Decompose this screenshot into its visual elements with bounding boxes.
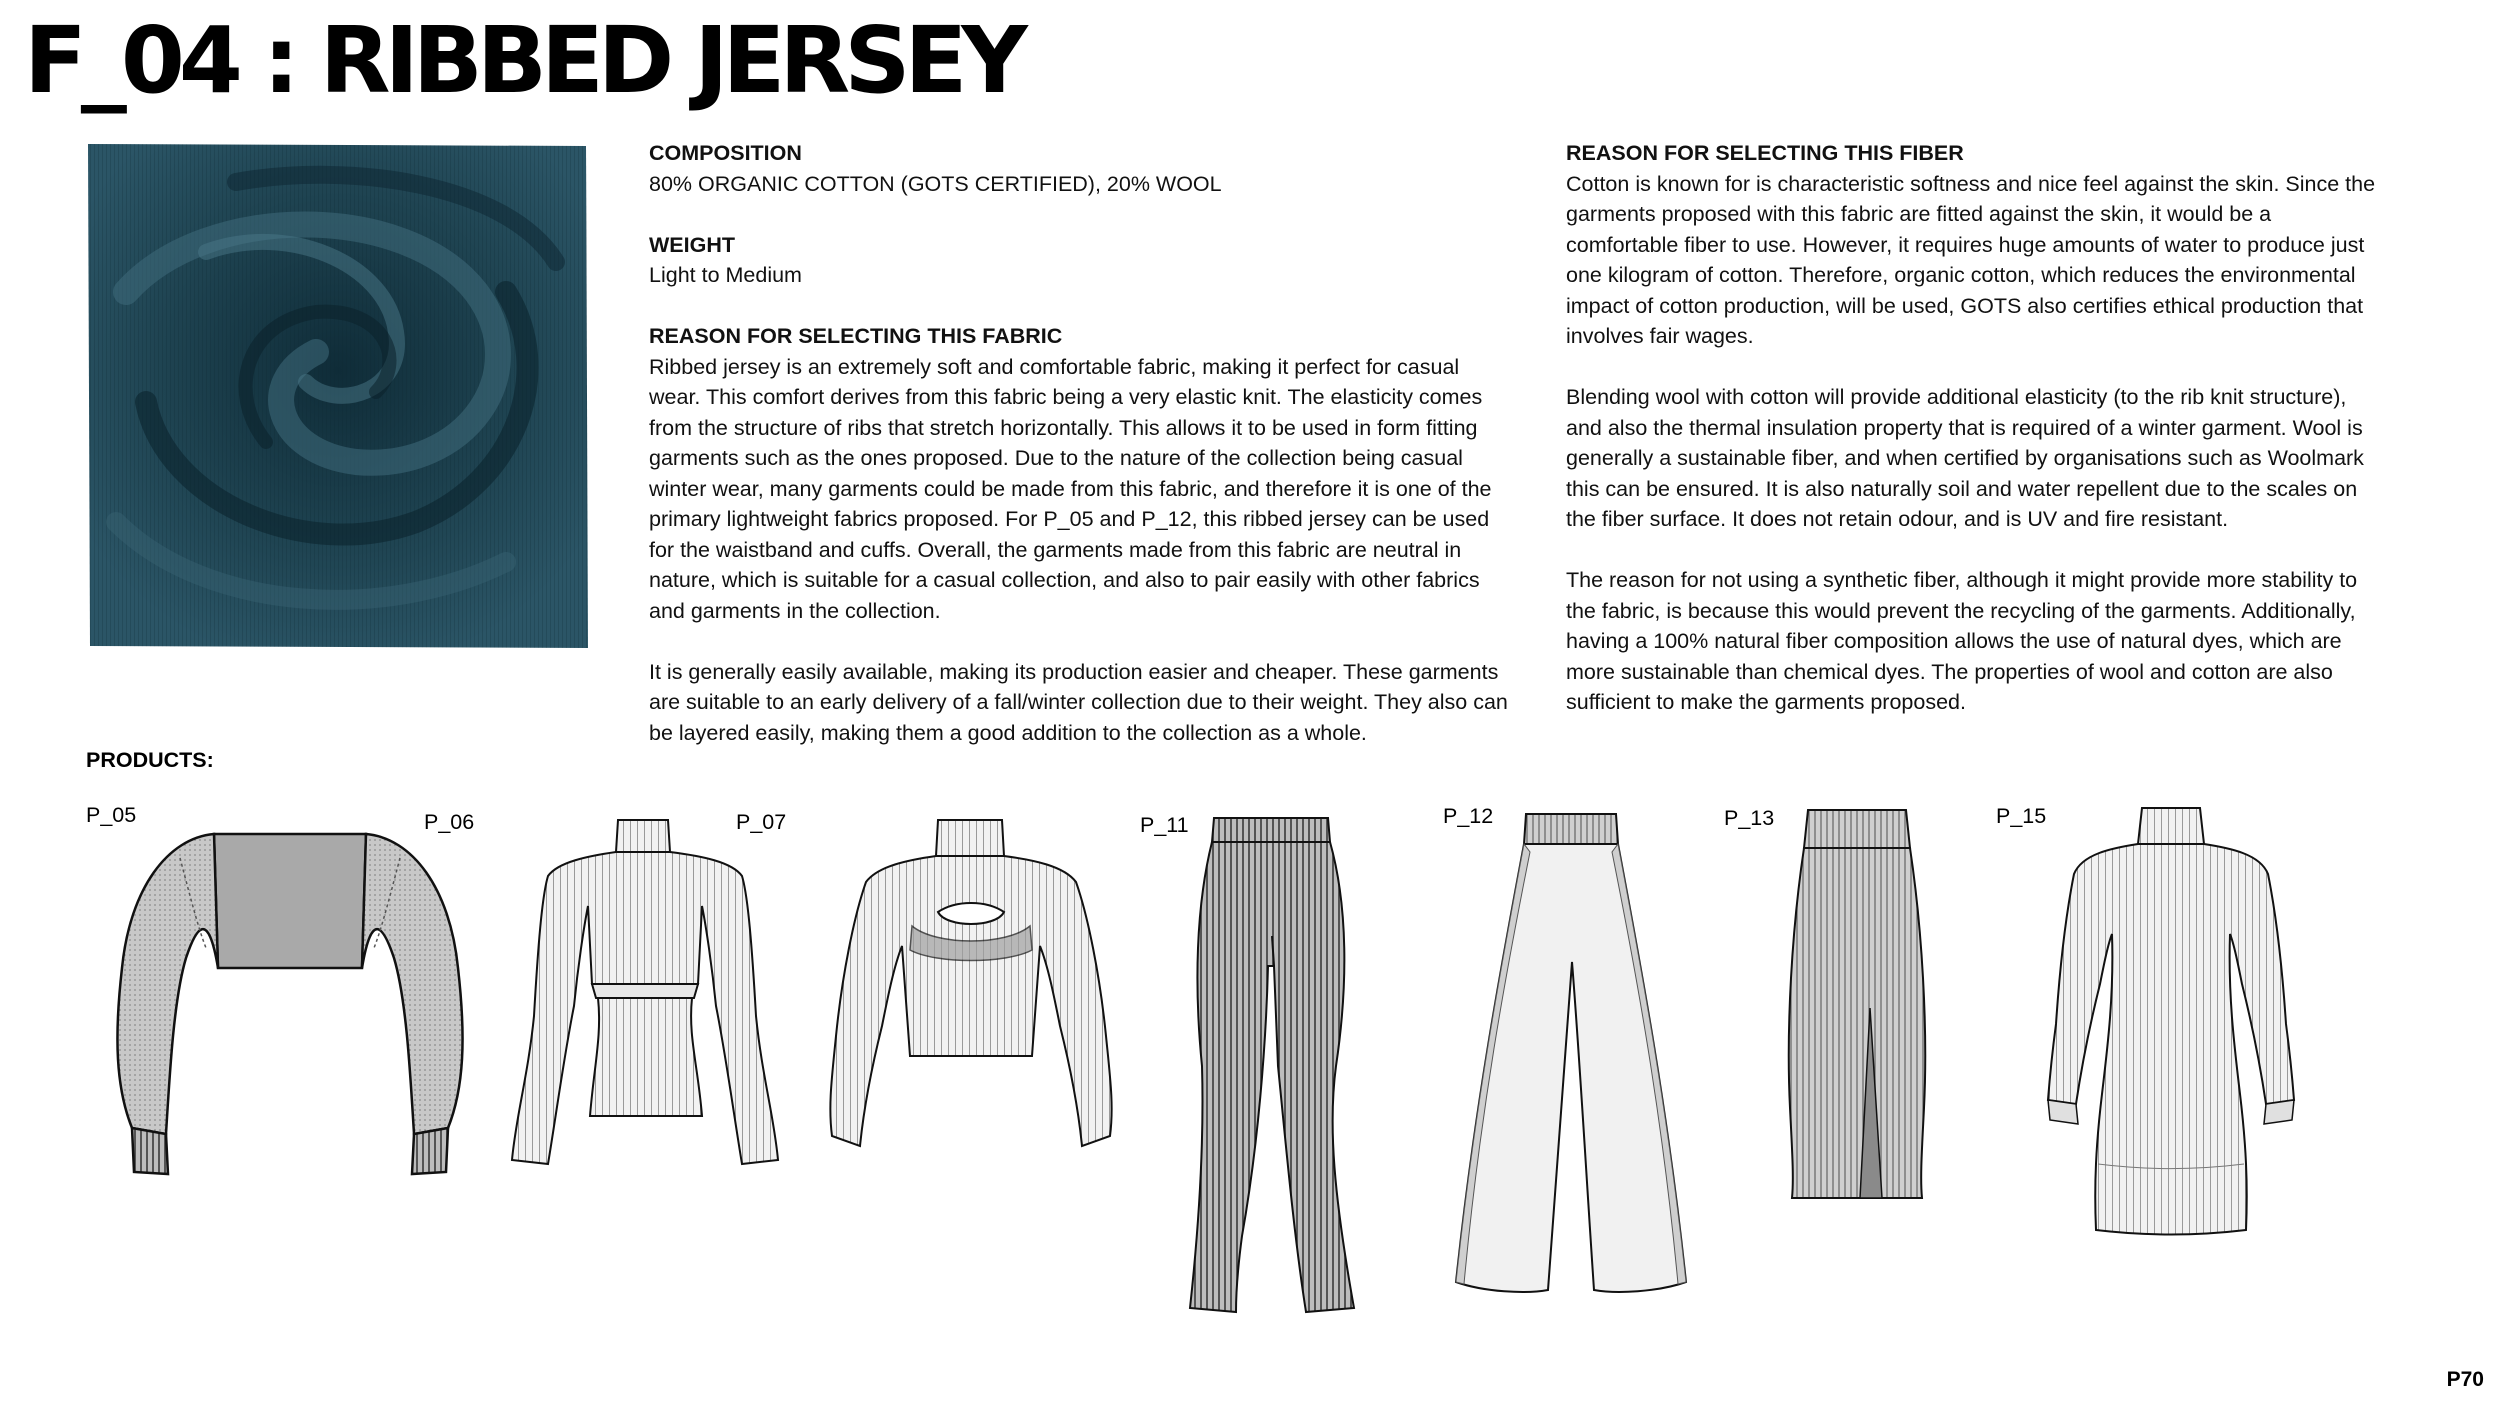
product-label-p05: P_05 [86,803,137,827]
ribbed-slit-skirt-sketch-icon [1782,808,1932,1208]
bolero-shrug-sketch-icon [108,828,468,1180]
weight-heading: WEIGHT [649,232,735,257]
layered-turtleneck-top-sketch-icon [508,816,782,1168]
fiber-reason-paragraph-2: Blending wool with cotton will provide additional elasticity (to the rib knit structure), and also the thermal insulation property that is required of a winter garment. Wool is generally a sustainable fiber, and when certified by organisations such as Woolmark this can be ensured. It is also naturally soil and water repellent due to the scales on the fiber surface. It does not retain odour, and is UV and fire resistant. [1566,385,2364,531]
product-label-p07: P_07 [736,810,787,834]
fabric-swatch-image [86,142,590,650]
fiber-reason-paragraph-3: The reason for not using a synthetic fiber, although it might provide more stability to the fabric, is because this would prevent the recycling of the garments. Additionally, having a 100% natural fiber composition allows the use of natural dyes, which are more sustainable than chemical dyes. The properties of wool and cotton are also sufficient to make the garments proposed. [1566,568,2358,714]
fiber-reason-paragraph-1: Cotton is known for is characteristic softness and nice feel against the skin. Since the garments proposed with this fabric are fitted against the skin, it would be a comfortable fiber to use. However, it requires huge amounts of water to produce just one kilogram of cotton. Therefore, organic cotton, which reduces the environmental impact of cotton production, will be used, GOTS also certifies ethical production that involves fair wages. [1566,171,2376,348]
product-label-p13: P_13 [1724,806,1775,830]
product-label-p15: P_15 [1996,804,2047,828]
fabric-reason-paragraph-1: Ribbed jersey is an extremely soft and comfortable fabric, making it perfect for casual wear. This comfort derives from this fabric being a very elastic knit. The elasticity comes from the structure of ribs that stretch horizontally. This allows it to be used in form fitting garments such as the ones proposed. Due to the nature of the collection being casual winter wear, many garments could be made from this fabric, and therefore it is one of the primary lightweight fabrics proposed. For P_05 and P_12, this ribbed jersey can be used for the waistband and cuffs. Overall, the garments made from this fabric are neutral in nature, which is suitable for a casual collection, and also to pair easily with other fabrics and garments in the collection. [649,354,1492,623]
weight-value: Light to Medium [649,263,802,287]
products-heading: PRODUCTS: [86,748,214,772]
cutout-cropped-turtleneck-sketch-icon [826,816,1116,1152]
ribbed-flare-pants-sketch-icon [1186,816,1356,1316]
fiber-reason-heading: REASON FOR SELECTING THIS FIBER [1566,141,1964,165]
wide-leg-pants-sketch-icon [1446,812,1696,1302]
product-label-p06: P_06 [424,810,475,834]
fabric-reason-heading: REASON FOR SELECTING THIS FABRIC [649,324,1063,348]
product-label-p12: P_12 [1443,804,1494,828]
page-number: P70 [2446,1368,2484,1391]
composition-heading: COMPOSITION [649,141,802,165]
fiber-details-column [1566,138,2376,748]
fabric-details-column [649,138,1509,779]
composition-value: 80% ORGANIC COTTON (GOTS CERTIFIED), 20% WOOL [649,171,1222,196]
page-title: F_04 : RIBBED JERSEY [24,7,1022,114]
fabric-reason-paragraph-2: It is generally easily available, making its production easier and cheaper. These garments are suitable to an early delivery of a fall/winter collection due to their weight. They also can be layered easily, making them a good addition to the collection as a whole. [649,659,1508,745]
product-label-p11: P_11 [1140,813,1189,837]
turtleneck-dress-sketch-icon [2046,804,2296,1236]
